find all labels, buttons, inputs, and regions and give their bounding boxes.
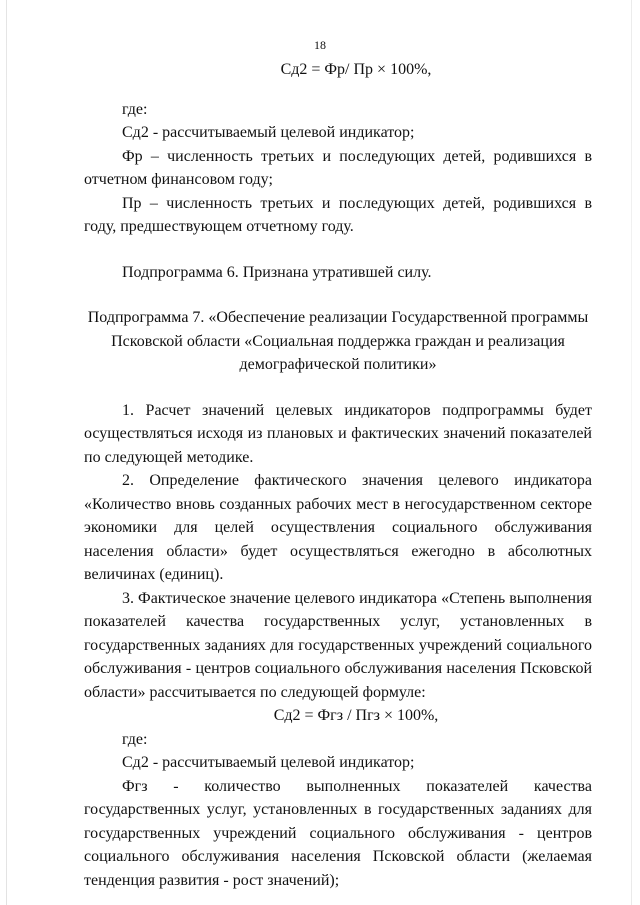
definition-pr: Пр – численность третьих и последующих детей, родившихся в году, предшествующем отчетному году. [84, 194, 592, 235]
document-body [84, 58, 592, 892]
formula-2: Сд2 = Фгз / Пгз × 100%, [273, 707, 439, 724]
item-2: 2. Определение фактического значения целевого индикатора «Количество вновь созданных рабочих мест в негосударственном секторе экономики для целей осуществления социального обслуживания населения области» будет осуществляться ежегодно в абсолютных величинах (единиц). [84, 472, 592, 583]
where-label-2: где: [122, 730, 148, 748]
subprogram-6-heading: Подпрограмма 6. Признана утратившей силу. [122, 263, 432, 281]
item-1: 1. Расчет значений целевых индикаторов подпрограммы будет осуществляться исходя из плановых и фактических значений показателей по следующей методике. [84, 401, 592, 466]
formula-1: Сд2 = Фр/ Пр × 100%, [280, 61, 432, 78]
scan-edge-left [6, 0, 7, 905]
subprogram-7-heading: Подпрограмма 7. «Обеспечение реализации Государственной программы Псковской области «Социальная поддержка граждан и реализация демографической политики» [87, 309, 589, 373]
definition-sd2-1: Сд2 - рассчитываемый целевой индикатор; [122, 124, 415, 141]
page-number: 18 [314, 38, 326, 52]
definition-fr: Фр – численность третьих и последующих детей, родившихся в отчетном финансовом году; [84, 147, 592, 188]
definition-sd2-2: Сд2 - рассчитываемый целевой индикатор; [122, 754, 415, 771]
definition-fgz: Фгз - количество выполненных показателей качества государственных услуг, установленных в государственных заданиях для государственных учреждений социального обслуживания - центров социального обслуживания населения Псковской области (желаемая тенденция развития - рост значений); [84, 777, 592, 889]
item-3: 3. Фактическое значение целевого индикатора «Степень выполнения показателей качества государственных услуг, установленных в государственных заданиях для государственных учреждений социального обслуживания - центров социального обслуживания населения Псковской области» рассчитывается по следующей формуле: [84, 589, 592, 701]
where-label-1: где: [122, 100, 148, 118]
scan-edge-right [631, 0, 632, 905]
